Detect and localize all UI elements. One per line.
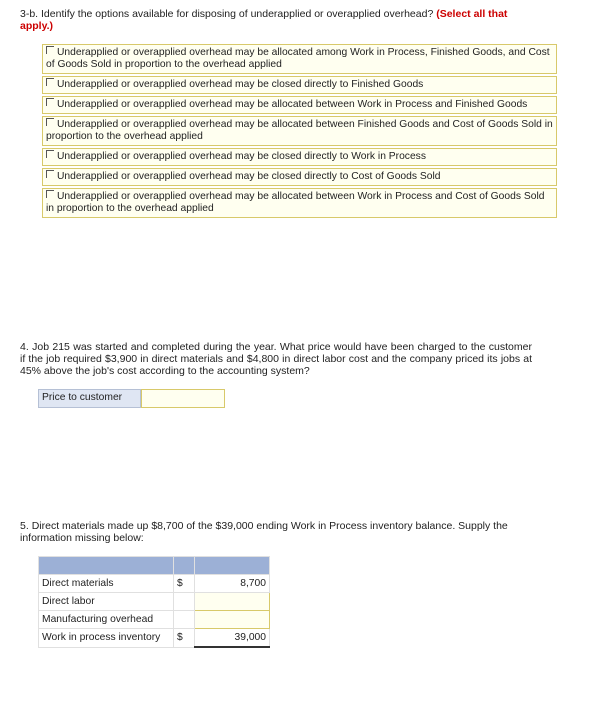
question-number: 3-b. [20,8,39,20]
option-item[interactable] [42,76,557,94]
row-label: Manufacturing overhead [39,611,174,629]
question-number: 4. [20,341,29,353]
price-row [38,389,225,408]
checkbox-icon[interactable] [46,46,54,54]
checkbox-icon[interactable] [46,118,54,126]
currency-symbol: $ [174,629,195,648]
option-label: Underapplied or overapplied overhead may be closed directly to Work in Process [57,151,426,162]
question-prompt: Direct materials made up $8,700 of the $39,000 ending Work in Process inventory balance. Supply the information missing below: [20,520,508,544]
row-label: Direct labor [39,593,174,611]
question-prompt: Job 215 was started and completed during the year. What price would have been charged to the customer if the job required $3,900 in direct materials and $4,800 in direct labor cost and the company priced its jobs at 45% above the job's cost according to the accounting system? [20,341,532,377]
checkbox-icon[interactable] [46,170,54,178]
select-all-instruction: (Select all that apply.) [20,8,508,32]
table-row [39,629,270,648]
option-label: Underapplied or overapplied overhead may be allocated among Work in Process, Finished Goods, and Cost of Goods Sold in proportion to the overhead applied [46,47,550,70]
table-row [39,593,270,611]
currency-symbol [174,611,195,629]
question-number: 5. [20,520,29,532]
option-label: Underapplied or overapplied overhead may be allocated between Finished Goods and Cost of Goods Sold in proportion to the overhead applied [46,119,553,142]
option-item[interactable] [42,44,557,74]
table-header-row [39,557,270,575]
question-3b [20,8,540,32]
option-item[interactable] [42,116,557,146]
amount-value: 8,700 [195,575,270,593]
option-item[interactable] [42,148,557,166]
row-label: Direct materials [39,575,174,593]
checkbox-icon[interactable] [46,190,54,198]
currency-symbol: $ [174,575,195,593]
table-row [39,575,270,593]
option-label: Underapplied or overapplied overhead may be allocated between Work in Process and Finished Goods [57,99,528,110]
price-input[interactable] [141,389,225,408]
question-5 [20,520,540,544]
amount-value: 39,000 [195,629,270,648]
option-item[interactable] [42,188,557,218]
checkbox-icon[interactable] [46,150,54,158]
option-item[interactable] [42,168,557,186]
question-prompt: Identify the options available for disposing of underapplied or overapplied overhead? [41,8,434,20]
wip-table [38,556,270,648]
manufacturing-overhead-input[interactable] [195,611,270,629]
table-row [39,611,270,629]
option-label: Underapplied or overapplied overhead may be closed directly to Cost of Goods Sold [57,171,441,182]
row-label: Work in process inventory [39,629,174,648]
options-list [42,44,557,220]
direct-labor-input[interactable] [195,593,270,611]
price-label: Price to customer [38,389,141,408]
option-item[interactable] [42,96,557,114]
option-label: Underapplied or overapplied overhead may be closed directly to Finished Goods [57,79,424,90]
checkbox-icon[interactable] [46,78,54,86]
currency-symbol [174,593,195,611]
question-4 [20,341,532,377]
checkbox-icon[interactable] [46,98,54,106]
option-label: Underapplied or overapplied overhead may be allocated between Work in Process and Cost of Goods Sold in proportion to the overhead applied [46,191,545,214]
